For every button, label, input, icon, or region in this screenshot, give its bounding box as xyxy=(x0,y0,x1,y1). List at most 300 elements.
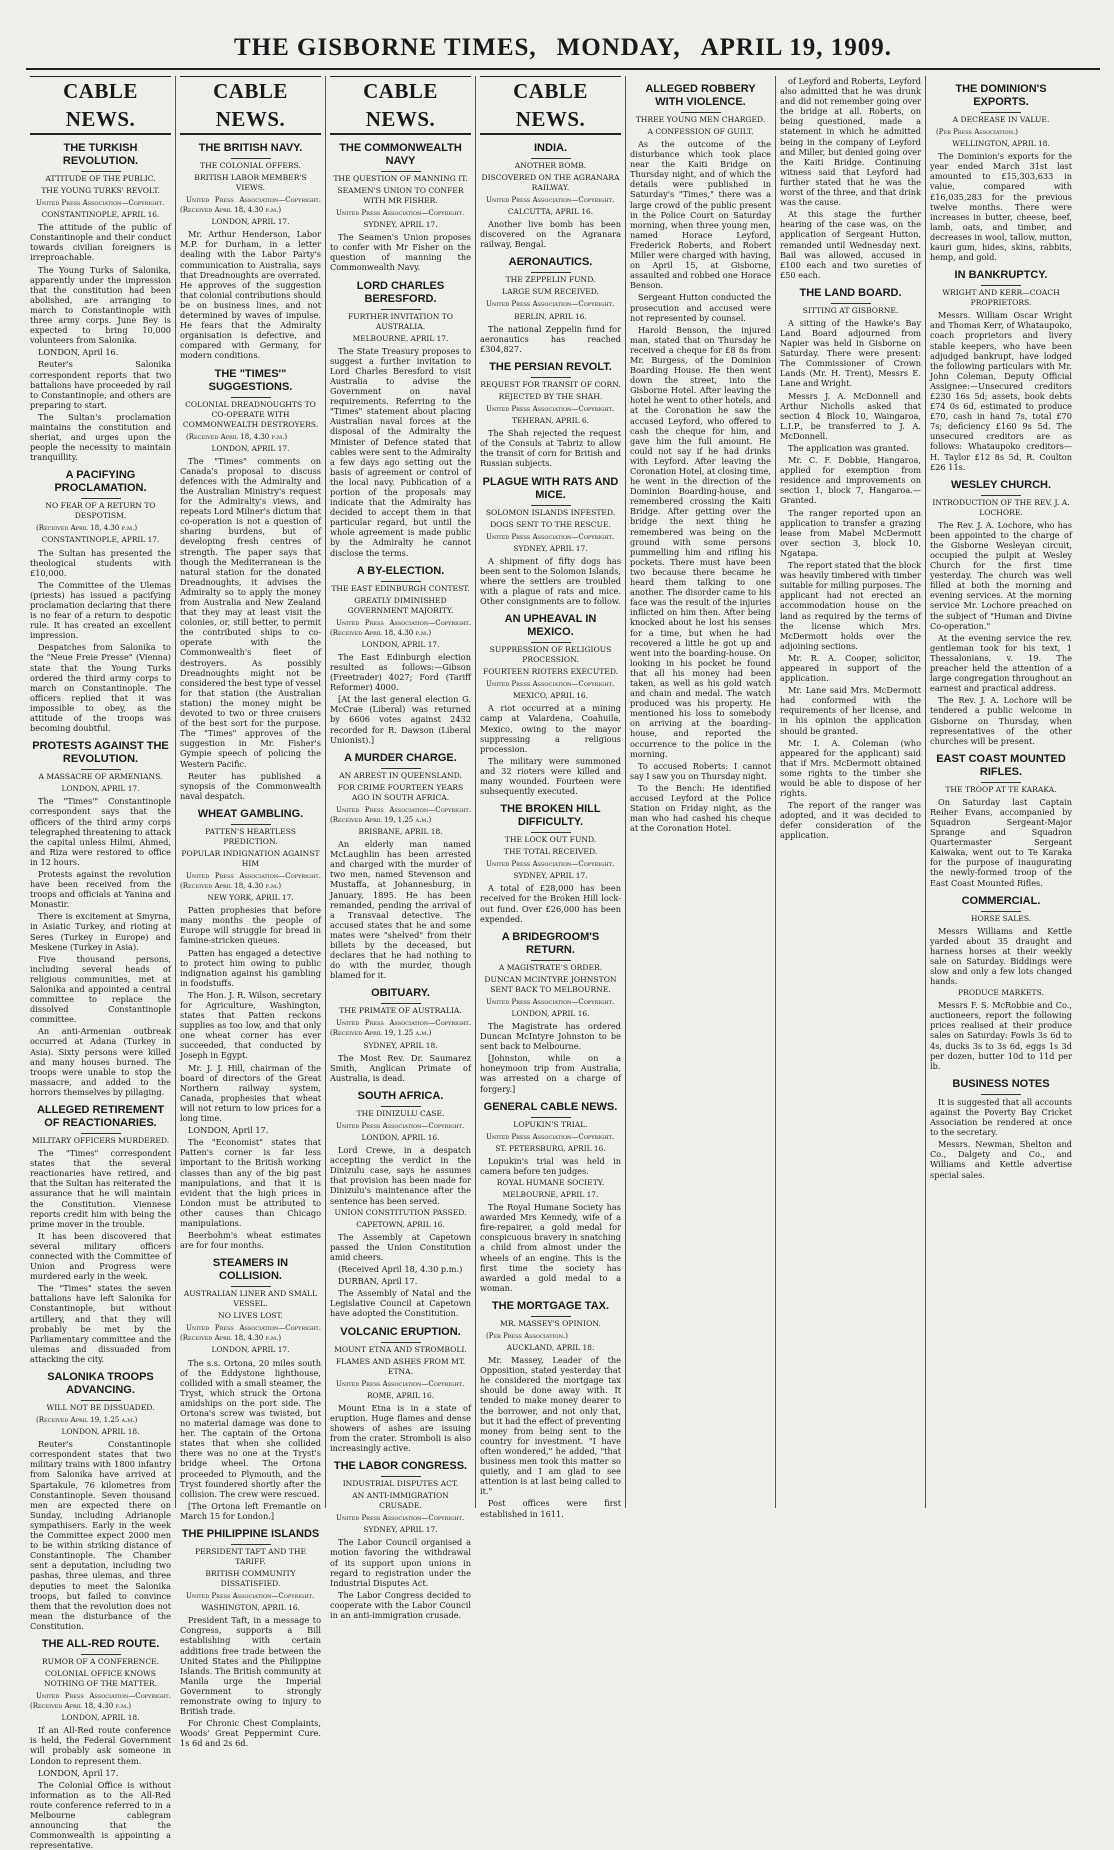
article-body xyxy=(30,1439,171,1631)
article xyxy=(180,1528,321,1748)
paragraph: [At the last general election G. McCrae (Liberal) was returned by 6606 votes against 2432 recorded for R. Dawson (Liberal Unionist).] xyxy=(330,694,471,745)
article xyxy=(180,368,321,801)
article-subheading: SEAMEN'S UNION TO CONFER WITH MR FISHER. xyxy=(337,186,464,205)
paragraph: Patten has engaged a detective to protect him owing to public indignation against his gambling in foodstuffs. xyxy=(180,947,321,988)
article-subheading: REJECTED BY THE SHAH. xyxy=(498,391,603,401)
article-body xyxy=(30,1725,171,1850)
divider xyxy=(81,1400,121,1401)
dateline: CALCUTTA, APRIL 16. xyxy=(507,207,594,217)
article-body xyxy=(480,428,621,468)
paragraph: The "Times" states the seven battalions have left Salonika for Constantinople, but without artillery, and that they will probably be met by the Parliamentary committee and the ulemas and dissuaded from attacking the city. xyxy=(30,1283,171,1364)
article-subheading: DUNCAN MCINTYRE JOHNSTON SENT BACK TO MELBOURNE. xyxy=(484,974,617,994)
paragraph: The "Times" correspondent states that the several reactionaries have retired, and that the Sultan has reiterated the assurance that he will maintain the Constitution. Viennese reports credit him with being the prime mover in the trouble. xyxy=(30,1148,171,1229)
dateline: AUCKLAND, APRIL 18. xyxy=(506,1343,595,1352)
press-credit: United Press Association—Copyright. xyxy=(186,1592,315,1601)
paragraph: An elderly man named McLaughlin has been arrested and charged with the murder of two men, named Stevenson and Mustaffa, at Johannesburg, in January, 1895. He has been remanded, pending the arrival of a Transvaal detective. The accused states that he and some mates were "shelved" from their billets by the deceased, but declares that he had nothing to do with the murder, though blamed for it. xyxy=(330,839,471,981)
article-headline: GENERAL CABLE NEWS. xyxy=(483,1100,618,1113)
article-subheading: DOGS SENT TO THE RESCUE. xyxy=(490,519,611,529)
divider xyxy=(531,1117,571,1118)
article-headline: OBITUARY. xyxy=(371,987,430,1000)
divider xyxy=(831,303,871,304)
article-headline: THE LAND BOARD. xyxy=(799,286,902,299)
article xyxy=(330,565,471,745)
article-subheading: INTRODUCTION OF THE REV. J. A. LOCHORE. xyxy=(932,497,1070,517)
dateline: CONSTANTINOPLE, APRIL 17. xyxy=(41,535,160,545)
divider xyxy=(381,171,421,172)
article-headline: AN UPHEAVAL IN MEXICO. xyxy=(504,613,597,639)
article-body xyxy=(330,1053,471,1083)
article-headline: A BY-ELECTION. xyxy=(356,564,445,577)
divider xyxy=(231,397,271,398)
divider xyxy=(531,960,571,961)
divider xyxy=(981,112,1021,113)
paragraph: There is excitement at Smyrna, in Asiatic Turkey, and rioting at Seres (Turkey in Europe) and Meskene (Turkey in Asia). xyxy=(30,911,171,952)
article-headline: PROTESTS AGAINST THE REVOLUTION. xyxy=(32,740,169,766)
article-subheading: POPULAR INDIGNATION AGAINST HIM xyxy=(181,848,320,868)
article-headline: STEAMERS IN COLLISION. xyxy=(212,1257,289,1283)
masthead-title: THE GISBORNE TIMES, xyxy=(234,34,537,61)
article-subheading: AUSTRALIAN LINER AND SMALL VESSEL. xyxy=(183,1289,318,1309)
paragraph: Protests against the revolution have been received from the troops and officials at Yanina and Monastir. xyxy=(30,868,171,910)
article xyxy=(780,287,921,841)
divider xyxy=(231,158,271,159)
article xyxy=(480,1178,621,1293)
article-body xyxy=(930,1097,1072,1180)
article-subheading: THE ZEPPELIN FUND. xyxy=(505,275,596,285)
article-subheading: PATTEN'S HEARTLESS PREDICTION. xyxy=(205,826,296,846)
paragraph: The military were summoned and 32 rioters were killed and many wounded. Fourteen were subsequently executed. xyxy=(480,755,621,797)
article-body xyxy=(480,1202,621,1293)
press-credit: United Press Association—Copyright. (Received April 19, 1.25 a.m.) xyxy=(330,805,471,824)
article-subheading: FURTHER INVITATION TO AUSTRALIA. xyxy=(347,311,454,331)
divider xyxy=(381,309,421,310)
article-body xyxy=(330,1537,471,1620)
article-body xyxy=(180,905,321,1250)
article-subheading: FLAMES AND ASHES FROM MT. ETNA. xyxy=(335,1356,466,1376)
article-body xyxy=(930,520,1072,746)
press-credit: United Press Association—Copyright. xyxy=(486,1132,615,1141)
article-subheading: HORSE SALES. xyxy=(970,913,1032,923)
article-headline: INDIA. xyxy=(534,142,567,154)
press-credit: United Press Association—Copyright. xyxy=(486,532,615,541)
article-subheading: THE LOCK OUT FUND. xyxy=(504,835,597,845)
dateline: LONDON, APRIL 18. xyxy=(61,1713,140,1723)
paragraph: The Labor Council organised a motion favoring the withdrawal of its support upon unions in regard to registration under the Industrial Disputes Act. xyxy=(330,1537,471,1588)
article-subheading: THE YOUNG TURKS' REVOLT. xyxy=(41,186,160,195)
article-body xyxy=(330,346,471,558)
article-headline: THE TURKISH REVOLUTION. xyxy=(62,142,139,167)
dateline: WELLINGTON, APRIL 18. xyxy=(952,139,1050,149)
column-4 xyxy=(476,76,626,1519)
paragraph: Beerbohm's wheat estimates are for four months. xyxy=(180,1230,321,1251)
divider xyxy=(381,1106,421,1107)
dateline: NEW YORK, APRIL 17. xyxy=(207,893,294,903)
article-headline: SALONIKA TROOPS ADVANCING. xyxy=(47,1371,154,1396)
article-headline: A MURDER CHARGE. xyxy=(344,751,457,764)
divider xyxy=(531,832,571,833)
article-subheading: UNION CONSTITUTION PASSED. xyxy=(334,1207,467,1217)
press-credit: United Press Association—Copyright. xyxy=(336,1379,465,1388)
dateline: CAPETOWN, APRIL 16. xyxy=(356,1219,445,1229)
divider xyxy=(381,1342,421,1343)
article-body xyxy=(780,76,921,280)
article xyxy=(480,476,621,607)
article-body xyxy=(180,229,321,360)
article-subheading: ANOTHER BOMB. xyxy=(514,161,587,170)
article xyxy=(30,1371,171,1631)
paragraph: The report stated that the block was heavily timbered with timber suitable for milling purposes. The applicant had not erected an accommodation house on the land as required by the terms of the license which Mrs. McDermott holds over the adjoining sections. xyxy=(780,560,921,651)
dateline: LONDON, APRIL 17. xyxy=(211,1345,290,1355)
article xyxy=(480,1300,621,1519)
paragraph: The Seamen's Union proposes to confer with Mr Fisher on the question of manning the Commonwealth Navy. xyxy=(330,232,471,273)
paragraph: The Assembly at Capetown passed the Union Constitution amid cheers. xyxy=(330,1231,471,1262)
article xyxy=(30,469,171,733)
article-subheading: COLONIAL DREADNOUGHTS TO CO-OPERATE WITH COMMONWEALTH DESTROYERS. xyxy=(182,399,319,429)
paragraph: On Saturday last Captain Reiher Evans, accompanied by Squadron Sergeant-Major Sprange and Squadron Quartermaster Sergeant Kaiwaka, went out to Te Karaka for the purpose of inaugurating the newly-formed troop of the East Coast Mounted Rifles. xyxy=(930,796,1072,888)
dateline: BERLIN, APRIL 16. xyxy=(514,311,587,321)
paragraph: The Royal Humane Society has awarded Mrs Kennedy, wife of a fire-repairer, a gold medal for conspicuous bravery in snatching a child from almost under the wheels of an engine. This is the first time the society has awarded a gold medal to a woman. xyxy=(480,1202,621,1293)
paragraph: The East Edinburgh election resulted as follows:—Gibson (Freetrader) 4027; Ford (Tariff Reformer) 4000. xyxy=(330,651,471,693)
dateline: ST. PETERSBURG, APRIL 16. xyxy=(495,1143,606,1153)
article-subheading: LARGE SUM RECEIVED. xyxy=(502,287,599,297)
article-body xyxy=(480,324,621,354)
paragraph: A shipment of fifty dogs has been sent to the Solomon Islands, where the settlers are troubled with a plague of rats and mice. Other consignments are to follow. xyxy=(480,555,621,607)
paragraph: At the evening service the rev. gentleman took for his text, 1 Thessalonians, v. 19. The preacher held the attention of a large congregation throughout an earnest and practical address. xyxy=(930,632,1072,694)
dateline: MELBOURNE, APRIL 17. xyxy=(502,1189,599,1199)
paragraph: The Shah rejected the request of the Consuls at Tabriz to allow the transit of corn for British and Russian subjects. xyxy=(480,428,621,469)
paragraph: LONDON, April 17. xyxy=(188,1125,269,1136)
article xyxy=(330,142,471,273)
article-subheading: A DECREASE IN VALUE. xyxy=(952,115,1050,124)
paragraph: The application was granted. xyxy=(788,443,909,453)
article-subheading: THE TOTAL RECEIVED. xyxy=(503,847,598,857)
divider xyxy=(231,1286,271,1287)
press-credit: United Press Association—Copyright. xyxy=(336,1514,465,1523)
dateline: SYDNEY, APRIL 17. xyxy=(363,1525,438,1535)
article-headline: SOUTH AFRICA. xyxy=(357,1089,444,1102)
paragraph: To the Bench: He identified accused Leyford at the Police Station on Friday night, as the man who had cashed his cheque at the Coronation Hotel. xyxy=(630,782,771,834)
paragraph: Messrs. William Oscar Wright and Thomas Kerr, of Whataupoko, coach proprietors and livery stable keepers, who have been adjudged bankrupt, have lodged the following particulars with Mr. John Coleman, Deputy Official Assignee:—Unsecured creditors £230 16s 5d; assets, book debts £74 0s 6d, estimated to produce £70, cash in hand 7s, total £70 7s; deficiency £160 9s 5d. The unsecured creditors are as follows: Whataupoko creditors—H. Taylor £12 8s 5d, R. Coulton £26 11s. xyxy=(930,310,1072,472)
article-body xyxy=(780,318,921,841)
article-headline: A BRIDEGROOM'S RETURN. xyxy=(501,930,600,956)
article-headline: ALLEGED RETIREMENT OF REACTIONARIES. xyxy=(36,1104,165,1130)
article-body xyxy=(930,151,1072,262)
column-7 xyxy=(926,76,1076,1508)
article-headline: THE LABOR CONGRESS. xyxy=(333,1460,468,1473)
paragraph: Messrs Williams and Kettle yarded about 35 draught and harness horses at their weekly sale on Saturday. Biddings were slow and only a few lots changed hands. xyxy=(930,925,1072,987)
article-body xyxy=(330,1232,471,1319)
paragraph: Lord Crewe, in a despatch accepting the verdict in the Dinizulu case, says he assumes that provision has been made for Dinizulu's maintenance after the sentence has been served. xyxy=(330,1145,471,1206)
dateline: WASHINGTON, APRIL 16. xyxy=(201,1603,300,1613)
article xyxy=(480,142,621,249)
article-subheading: GREATLY DIMINISHED GOVERNMENT MAJORITY. xyxy=(347,595,454,615)
column-title: CABLE NEWS. xyxy=(480,76,621,135)
article xyxy=(180,808,321,1250)
article-headline: WHEAT GAMBLING. xyxy=(197,807,304,820)
masthead-date: APRIL 19, 1909. xyxy=(700,34,892,61)
column-title: CABLE NEWS. xyxy=(330,76,471,135)
paragraph: Mount Etna is in a state of eruption. Huge flames and dense showers of ashes are issuing from the crater. Stromboli is also increasingly active. xyxy=(330,1402,471,1454)
article xyxy=(930,988,1072,1071)
article-subheading: MILITARY OFFICERS MURDERED. xyxy=(31,1136,170,1146)
article-headline: THE ALL-RED ROUTE. xyxy=(41,1637,160,1650)
article-headline: A PACIFYING PROCLAMATION. xyxy=(54,469,147,495)
divider xyxy=(531,377,571,378)
paragraph: Mr. R. A. Cooper, solicitor, appeared in support of the application. xyxy=(780,652,921,684)
divider xyxy=(231,1544,271,1545)
article-subheading: DISCOVERED ON THE AGRANARA RAILWAY. xyxy=(481,173,620,192)
press-credit: United Press Association—Copyright. xyxy=(486,300,615,309)
dateline: LONDON, APRIL 16. xyxy=(361,1133,440,1142)
article-body xyxy=(330,1403,471,1453)
article-subheading: AN ARREST IN QUEENSLAND. xyxy=(339,770,462,780)
article-subheading: BRITISH LABOR MEMBER'S VIEWS. xyxy=(194,173,307,192)
dateline: BRISBANE, APRIL 18. xyxy=(358,826,443,836)
article-subheading: ROYAL HUMANE SOCIETY. xyxy=(496,1177,605,1187)
dateline: LONDON, APRIL 17. xyxy=(211,217,290,227)
divider xyxy=(81,171,121,172)
article-headline: COMMERCIAL. xyxy=(961,894,1041,907)
article xyxy=(180,1257,321,1521)
column-title: CABLE NEWS. xyxy=(30,76,171,135)
paragraph: If an All-Red route conference is held, the Federal Government will probably ask someone in London to represent them. xyxy=(30,1725,171,1766)
article-subheading: A MASSACRE OF ARMENIANS. xyxy=(38,772,163,782)
dateline: MEXICO, APRIL 16. xyxy=(513,691,588,701)
article-headline: THE "TIMES'" SUGGESTIONS. xyxy=(208,367,293,393)
article-headline: ALLEGED ROBBERY WITH VIOLENCE. xyxy=(645,83,756,108)
column-1 xyxy=(26,76,176,1850)
article-subheading: THE EAST EDINBURGH CONTEST. xyxy=(331,583,470,593)
paragraph: To accused Roberts: I cannot say I saw you on Thursday night. xyxy=(630,760,771,781)
paragraph: LONDON, April 17. xyxy=(38,1767,119,1778)
press-credit: United Press Association—Copyright. xyxy=(486,997,615,1006)
masthead-day: MONDAY, xyxy=(556,34,681,61)
article-headline: THE BROKEN HILL DIFFICULTY. xyxy=(500,803,601,829)
dateline: SYDNEY, APRIL 18. xyxy=(363,1040,438,1050)
article xyxy=(330,987,471,1083)
article xyxy=(330,280,471,558)
article-headline: THE MORTGAGE TAX. xyxy=(491,1299,610,1312)
article-body xyxy=(180,456,321,801)
dateline: LONDON, APRIL 16. xyxy=(511,1008,590,1018)
press-credit: (Received April 18, 4.30 p.m.) xyxy=(186,432,288,441)
article-subheading: LOPUKIN'S TRIAL. xyxy=(513,1119,588,1129)
article xyxy=(930,895,1072,987)
article-body xyxy=(480,556,621,606)
article-subheading: A MAGISTRATE'S ORDER. xyxy=(498,962,603,972)
article-body xyxy=(930,1000,1072,1071)
paragraph: The Assembly of Natal and the Legislative Council at Capetown have adopted the Constitution. xyxy=(330,1288,471,1319)
paragraph: Despatches from Salonika to the "Neue Freie Presse" (Vienna) state that the Young Turks ordered the third army corps to march on Constantinople. The officers replied that it was impossible to obey, as the attitude of the troops was becoming doubtful. xyxy=(30,642,171,734)
divider xyxy=(531,1316,571,1317)
article-body xyxy=(630,139,771,833)
paragraph: Mr. Arthur Henderson, Labor M.P. for Durham, in a letter dealing with the Labor Party's communication to Australia, says that Dreadnoughts are overrated. He approves of the suggestion that colonial contributions should be on business lines, and not determined by waves of impulse. He fears that the Admiralty organisation is defective, and compared with Germany, for modern conditions. xyxy=(180,229,321,361)
article-subheading: COLONIAL OFFICE KNOWS NOTHING OF THE MATTER. xyxy=(43,1668,158,1688)
article-subheading: FOR CRIME FOURTEEN YEARS AGO IN SOUTH AFRICA. xyxy=(337,782,464,802)
paragraph: The s.s. Ortona, 20 miles south of the Eddystone lighthouse, collided with a small steamer, the Tryst, which struck the Ortona amidships on the port side. The Ortona's screw was twisted, but no material damage was done to her. The captain of the Ortona states that when she collided there was no one at the Tryst's bridge wheel. The Ortona proceeded to Plymouth, and the Tryst foundered shortly after the collision. The crew were rescued. xyxy=(180,1357,321,1499)
press-credit: United Press Association—Copyright. (Received April 18, 4.30 p.m.) xyxy=(180,871,321,890)
divider xyxy=(81,1654,121,1655)
article xyxy=(480,803,621,924)
article-subheading: RUMOR OF A CONFERENCE. xyxy=(41,1656,160,1666)
article xyxy=(780,76,921,280)
paragraph: DURBAN, April 17. xyxy=(338,1276,418,1287)
masthead xyxy=(26,28,1100,70)
press-credit: (Per Press Association.) xyxy=(486,1331,568,1340)
paragraph: The ranger reported upon an application to transfer a grazing lease from Mabel McDermott over section 3, block 10, Ngatapa. xyxy=(780,507,921,558)
columns-container xyxy=(26,76,1100,1850)
paragraph: Mr. Lane said Mrs. McDermott had conformed with the requirements of her license, and in his opinion the application should be granted. xyxy=(780,685,921,736)
article-subheading: SUPPRESSION OF RELIGIOUS PROCESSION. xyxy=(489,645,612,665)
article-subheading: PRODUCE MARKETS. xyxy=(958,988,1044,998)
dateline: LONDON, APRIL 17. xyxy=(361,639,440,649)
article-subheading: NO LIVES LOST. xyxy=(218,1311,283,1321)
paragraph: The "Economist" states that Patten's corner is far less important to the British working classes than any of the big past manipulations, and that it is evident that the high prices in London must be attributed to other causes than Chicago manipulations. xyxy=(180,1137,321,1228)
divider xyxy=(531,642,571,643)
article-body xyxy=(480,1156,621,1176)
paragraph: The Labor Congress decided to cooperate with the Labor Council in an anti-immigration crusade. xyxy=(330,1589,471,1620)
paragraph: A total of £28,000 has been received for the Broken Hill lock-out fund. Over £26,000 has been expended. xyxy=(480,883,621,924)
article-body xyxy=(480,1355,621,1519)
paragraph: Harold Benson, the injured man, stated that on Thursday he received a cheque for £8 8s from Mr. Burgess, of the Dominion Boarding House. He then went down the street, into the Gisborne Hotel. After leaving the hotel he went to other hotels, and at the Coronation he saw the accused Leyford, who offered to cash the cheque for him, and gave him the full amount. He could not say if he had drinks with Leyford. After leaving the Coronation Hotel, at closing time, he went in the direction of the Dominion Boarding-house, and remembered crossing the Kaiti Bridge. After getting over the bridge the next thing he remembered was being on the ground with some persons pummelling him and rifling his pockets. There must have been two because there became he heard them talking to one another. The disorder came to his face was the result of the injuries inflicted on him then. After being knocked about he lost his senses for a time, but when he had recovered a little he got up and went into the boarding-house. On looking in his pocket he found that all his money had been taken, as well as his gold watch and chain and medal. The watch produced was his property. He mentioned his loss to somebody on arriving at the boarding-house, and reported the occurrence to the police in the morning. xyxy=(630,324,771,759)
divider xyxy=(981,1094,1021,1095)
article-body xyxy=(30,1148,171,1364)
dateline: TEHERAN, APRIL 6. xyxy=(512,416,589,426)
paragraph: Messrs. Newman, Shelton and Co., Dalgety and Co., and Williams and Kettle advertise special sales. xyxy=(930,1139,1072,1180)
article-headline: LORD CHARLES BERESFORD. xyxy=(356,279,445,305)
divider xyxy=(381,1003,421,1004)
paragraph: Messrs J. A. McDonnell and Arthur Nicholls asked that section 4 Block 10, Waingaroa, L.I.P., be transferred to J. A. McDonnell. xyxy=(780,390,921,441)
paragraph: LONDON, April 16. xyxy=(38,347,119,358)
press-credit: United Press Association—Copyright. xyxy=(336,1121,465,1130)
paragraph: As the outcome of the disturbance which took place near the Kaiti Bridge on Thursday night, and of which the details were published in Saturday's "Times," there was a large crowd of the public present in the Police Court on Saturday morning, when three young men, named Horace Leyford, Frederick Roberts, and Robert Miller were charged with having, on April 15, at Gisborne, assaulted and robbed one Horace Benson. xyxy=(630,139,771,291)
article-subheading: A CONFESSION OF GUILT. xyxy=(647,127,754,136)
paragraph: of Leyford and Roberts, Leyford also admitted that he was drunk and did not remember going over the bridge at all. Roberts, on being questioned, made a statement in which he admitted being in the company of Leyford and Miller, but denied going over the Kaiti Bridge. Continuing witness said that Leyford had further stated that he was the worst of the three, and that drink was the cause. xyxy=(780,76,921,208)
paragraph: The Sultan has presented the theological students with £10,000. xyxy=(30,547,171,578)
article-headline: AERONAUTICS. xyxy=(508,256,593,269)
divider xyxy=(381,768,421,769)
column-5 xyxy=(626,76,776,1508)
press-credit: United Press Association—Copyright. xyxy=(486,860,615,869)
paragraph: The Colonial Office is without information as to the All-Red route conference referred to in a Melbourne cablegram announcing that the Commonwealth is appointing a representative. xyxy=(30,1779,171,1850)
column-title: CABLE NEWS. xyxy=(180,76,321,135)
article-subheading: THE COLONIAL OFFERS. xyxy=(200,161,301,170)
dateline: LONDON, APRIL 17. xyxy=(61,784,140,794)
press-credit: United Press Association—Copyright. (Received April 18, 4.30 p.m.) xyxy=(30,1691,171,1711)
paragraph: The Hon. J. R. Wilson, secretary for Agriculture, Washington, states that Patten reckons supplies as too low, and that only one wheat corner has ever succeeded, that conducted by Joseph in Egypt. xyxy=(180,989,321,1061)
article-headline: VOLCANIC ERUPTION. xyxy=(340,1325,461,1338)
press-credit: United Press Association—Copyright. xyxy=(336,209,465,217)
paragraph: Patten prophesies that before many months the people of Europe will struggle for bread in famine-stricken queues. xyxy=(180,905,321,946)
paragraph: At this stage the further hearing of the case was, on the application of Sergeant Hutton, remanded until Wednesday next. Bail was allowed, accused in £100 each and two sureties of £50 each. xyxy=(780,209,921,280)
article xyxy=(480,256,621,353)
press-credit: United Press Association—Copyright. (Received April 18, 4.30 p.m.) xyxy=(330,618,471,637)
article xyxy=(930,83,1072,262)
column-6 xyxy=(776,76,926,1508)
article-headline: THE PERSIAN REVOLT. xyxy=(489,360,612,373)
article xyxy=(30,1638,171,1850)
paragraph: Messrs F. S. McRobbie and Co., auctioneers, report the following prices realised at their produce sales on Saturday: Fowls 3s 6d to 4s, ducks 3s to 3s 6d, eggs 1s 3d per dozen, butter 10d to 11d per lb. xyxy=(930,1000,1072,1071)
article xyxy=(330,752,471,981)
article xyxy=(480,1101,621,1176)
paragraph: The report of the ranger was adopted, and it was decided to defer consideration of the application. xyxy=(780,800,921,841)
article-headline: IN BANKRUPTCY. xyxy=(954,269,1048,282)
paragraph: For Chronic Chest Complaints, Woods' Great Peppermint Cure. 1s 6d and 2s 6d. xyxy=(180,1718,321,1749)
article-body xyxy=(330,652,471,745)
dateline: SYDNEY, APRIL 17. xyxy=(513,871,588,881)
paragraph: (Received April 18, 4.30 p.m.) xyxy=(338,1264,463,1275)
paragraph: Reuter's Salonika correspondent reports that two battalions have proceeded by rail to Constantinople, and others are preparing to start. xyxy=(30,359,171,410)
article xyxy=(930,479,1072,746)
paragraph: A sitting of the Hawke's Bay Land Board adjourned from Napier was held in Gisborne on Saturday. There were present: The Commissioner of Crown Lands (Mr. H. Trent), Messrs E. Lane and Wright. xyxy=(780,317,921,389)
article-subheading: THE DINIZULU CASE. xyxy=(356,1108,445,1118)
article-body xyxy=(480,219,621,249)
paragraph: Reuter has published a synopsis of the Commonwealth naval despatch. xyxy=(180,770,321,801)
article xyxy=(480,931,621,1094)
article xyxy=(30,142,171,462)
paragraph: Sergeant Hutton conducted the prosecution and accused were not represented by counsel. xyxy=(630,292,771,323)
divider xyxy=(981,911,1021,912)
article-body xyxy=(330,839,471,980)
article-body xyxy=(930,926,1072,987)
press-credit: United Press Association—Copyright. (Received April 19, 1.25 a.m.) xyxy=(330,1019,471,1038)
article xyxy=(180,142,321,361)
article xyxy=(930,1078,1072,1180)
article-subheading: REQUEST FOR TRANSIT OF CORN. xyxy=(480,379,621,389)
paragraph: The Most Rev. Dr. Saumarez Smith, Anglican Primate of Australia, is dead. xyxy=(330,1052,471,1083)
article xyxy=(330,1090,471,1206)
article xyxy=(480,361,621,469)
paragraph: The State Treasury proposes to suggest a further invitation to Lord Charles Beresford to visit Australia to advise the Government on naval requirements. Referring to the "Times" statement about placing Australian naval forces at the disposal of the Admiralty the Minister of Defence stated that cables were sent to the Admiralty a few days ago setting out the basis of agreement or control of the local navy. Publication of a portion of the proposals may indicate that the Admiralty has decided to accept them in that particular regard, but until the whole agreement is made public by the Admiralty he cannot disclose the terms. xyxy=(330,345,471,558)
article xyxy=(330,1460,471,1620)
article-subheading: THE QUESTION OF MANNING IT. xyxy=(333,174,468,183)
divider xyxy=(81,769,121,770)
dateline: SYDNEY, APRIL 17. xyxy=(513,543,588,553)
paragraph: [The Ortona left Fremantle on March 15 for London.] xyxy=(180,1500,321,1521)
article-subheading: THE PRIMATE OF AUSTRALIA. xyxy=(339,1006,462,1016)
article-body xyxy=(330,232,471,272)
paragraph: [Johnston, while on a honeymoon trip from Australia, was arrested on a charge of forgery.] xyxy=(480,1053,621,1094)
paragraph: A riot occurred at a mining camp at Valardena, Coahuila, Mexico, owing to the mayor suppressing a religious procession. xyxy=(480,703,621,754)
article xyxy=(30,1104,171,1364)
press-credit: United Press Association—Copyright. (Received April 18, 4.30 p.m.) xyxy=(180,1324,321,1343)
divider xyxy=(81,498,121,499)
article-subheading: THE TROOP AT TE KARAKA. xyxy=(945,784,1057,794)
divider xyxy=(381,1476,421,1477)
paragraph: The "Times'" Constantinople correspondent says that the officers of the third army corps telegraphed threatening to attack the capital unless Hilmi, Ahmed, and Riza were restored to office in 12 hours. xyxy=(30,796,171,867)
article xyxy=(930,753,1072,888)
paragraph: Mr. C. F. Dobbie, Hangaroa, applied for exemption from residence and improvements on section 1, block 7, Hangaroa.—Granted. xyxy=(780,455,921,506)
column-2 xyxy=(176,76,326,1749)
article-body xyxy=(30,222,171,462)
divider xyxy=(981,782,1021,783)
dateline: LONDON, APRIL 17. xyxy=(211,443,290,453)
article-body xyxy=(180,1615,321,1748)
dateline: CONSTANTINOPLE, APRIL 16. xyxy=(41,210,160,220)
dateline: MELBOURNE, APRIL 17. xyxy=(352,333,449,343)
paragraph: The Committee of the Ulemas (priests) has issued a pacifying proclamation declaring that there is no fear of a return to despotic rule. It has created an excellent impression. xyxy=(30,579,171,641)
divider xyxy=(531,272,571,273)
article xyxy=(330,1208,471,1319)
article-subheading: ATTITUDE OF THE PUBLIC. xyxy=(45,174,156,183)
paragraph: The Rev. J. A. Lochore will be tendered a public welcome in Gisborne on Thursday, when representatives of the other churches will be present. xyxy=(930,695,1072,746)
article-subheading: NO FEAR OF A RETURN TO DESPOTISM. xyxy=(45,501,156,521)
divider xyxy=(981,495,1021,496)
article-headline: EAST COAST MOUNTED RIFLES. xyxy=(936,752,1066,778)
paragraph: Five thousand persons, including several heads of religious communities, met at Salonika and appointed a central committee to replace the dissolved Constantinople committee. xyxy=(30,953,171,1025)
press-credit: United Press Association—Copyright. xyxy=(486,404,615,413)
dateline: LONDON, APRIL 18. xyxy=(61,1427,140,1437)
